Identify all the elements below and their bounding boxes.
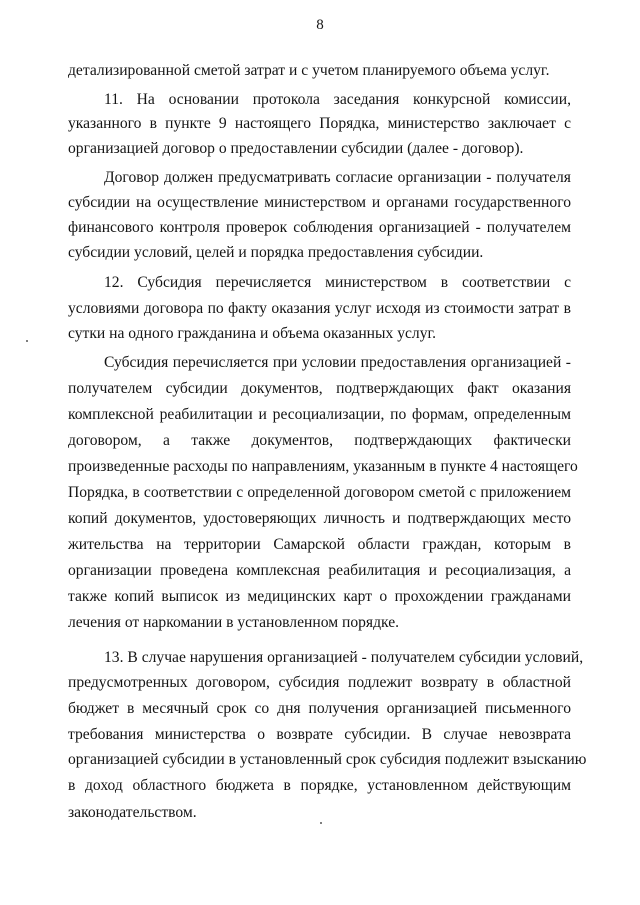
text-line: предусмотренных договором, субсидия подлежит возврату в областной <box>68 674 571 691</box>
text-line: финансового контроля проверок соблюдения организацией - получателем <box>68 219 571 236</box>
text-line: комплексной реабилитации и ресоциализации, по формам, определенным <box>68 406 571 423</box>
text-line: получателем субсидии документов, подтверждающих факт оказания <box>68 380 571 397</box>
text-line: также копий выписок из медицинских карт о прохождении гражданами <box>68 588 571 605</box>
text-line: организацией договор о предоставлении субсидии (далее - договор). <box>68 140 524 157</box>
text-line: 12. Субсидия перечисляется министерством в соответствии с <box>104 274 571 291</box>
text-line: 11. На основании протокола заседания конкурсной комиссии, <box>104 91 571 108</box>
text-line: субсидии условий, целей и порядка предоставления субсидии. <box>68 244 484 261</box>
text-line: Договор должен предусматривать согласие организации - получателя <box>104 169 571 186</box>
text-line: условиями договора по факту оказания услуг исходя из стоимости затрат в <box>68 300 571 317</box>
page-number: 8 <box>316 17 324 33</box>
text-line: сутки на одного гражданина и объема оказанных услуг. <box>68 325 437 342</box>
text-line: законодательством. <box>68 804 197 821</box>
scan-speck <box>320 822 322 824</box>
text-line: Порядка, в соответствии с определенной договором сметой с приложением <box>68 484 571 501</box>
text-line: детализированной сметой затрат и с учетом планируемого объема услуг. <box>68 62 550 79</box>
text-line: лечения от наркомании в установленном порядке. <box>68 614 400 631</box>
text-line: организации проведена комплексная реабилитация и ресоциализация, а <box>68 562 571 579</box>
text-line: в доход областного бюджета в порядке, установленном действующим <box>68 777 571 794</box>
text-line: организацией субсидии в установленный срок субсидия подлежит взысканию <box>68 751 587 768</box>
text-line: договором, а также документов, подтверждающих фактически <box>68 432 571 449</box>
text-line: указанного в пункте 9 настоящего Порядка, министерство заключает с <box>68 115 571 132</box>
text-line: копий документов, удостоверяющих личность и подтверждающих место <box>68 510 571 527</box>
text-line: жительства на территории Самарской области граждан, которым в <box>68 536 571 553</box>
text-line: Субсидия перечисляется при условии предоставления организацией - <box>104 354 571 371</box>
text-line: требования министерства о возврате субсидии. В случае невозврата <box>68 726 571 743</box>
scan-speck <box>26 340 28 342</box>
text-line: субсидии на осуществление министерством и органами государственного <box>68 194 571 211</box>
text-line: произведенные расходы по направлениям, указанным в пункте 4 настоящего <box>68 458 578 475</box>
text-line: бюджет в месячный срок со дня получения организацией письменного <box>68 700 571 717</box>
text-line: 13. В случае нарушения организацией - получателем субсидии условий, <box>104 649 584 666</box>
